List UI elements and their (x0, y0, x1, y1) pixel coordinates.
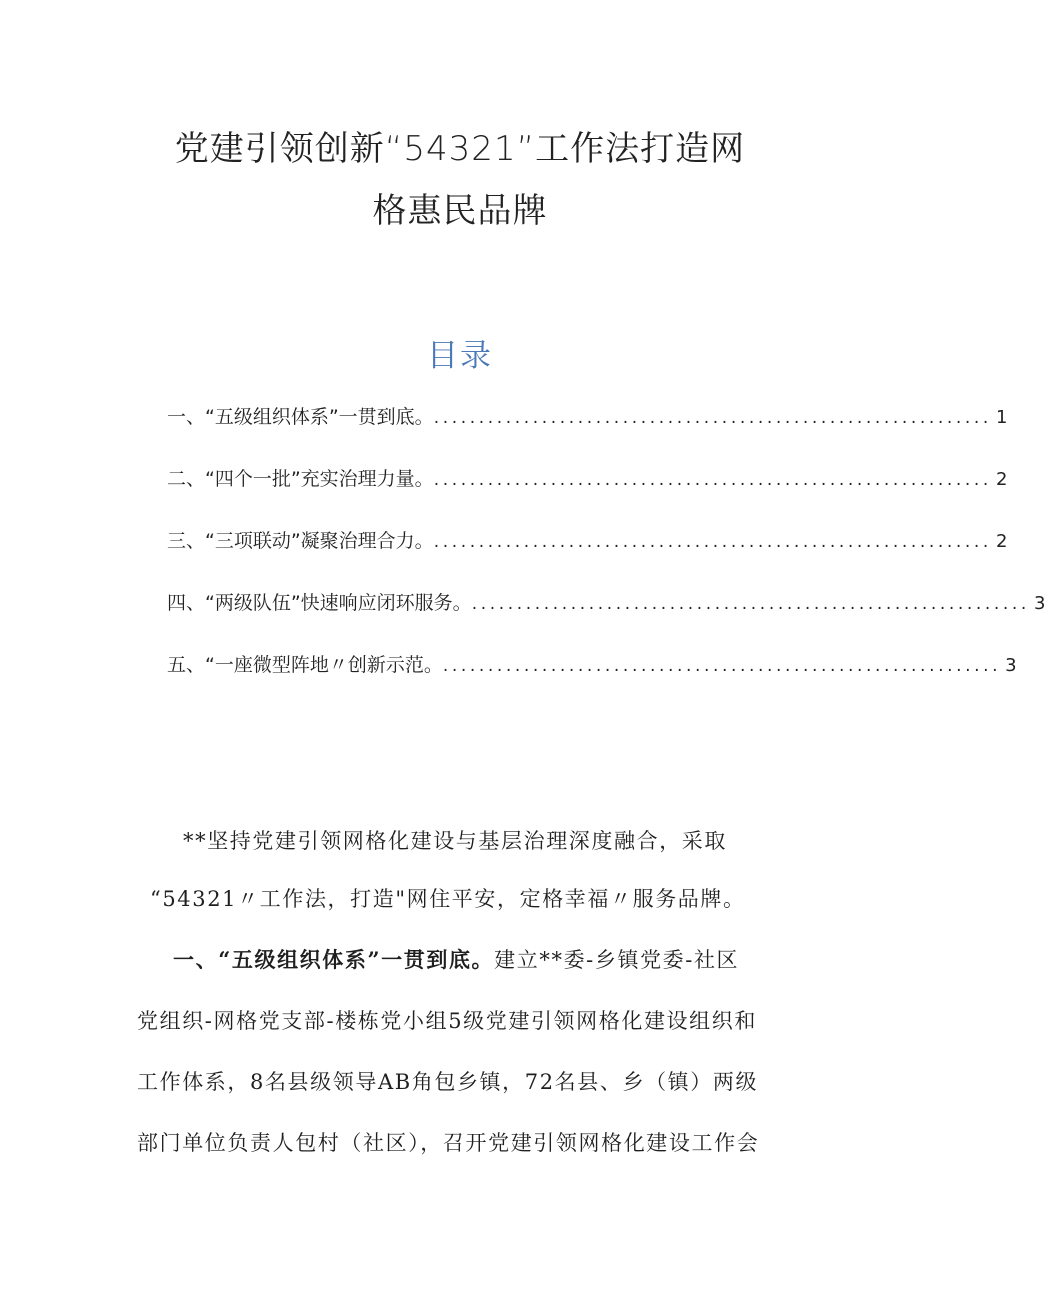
intro-paragraph-line-2: “54321〃工作法，打造"网住平安，定格幸福〃服务品牌。 (150, 887, 746, 911)
toc-entry[interactable] (167, 588, 1045, 618)
toc-page-number: 1 (995, 407, 1008, 428)
intro-paragraph-line-1: **坚持党建引领网格化建设与基层治理深度融合，采取 (183, 829, 727, 853)
toc-entry-text: 一、“五级组织体系”一贯到底。 (167, 406, 434, 428)
toc-entry[interactable] (167, 464, 1008, 494)
document-title-line-1: 党建引领创新“54321”工作法打造网 (174, 129, 746, 169)
toc-page-number: 2 (995, 531, 1008, 552)
toc-entry-text: 五、“一座微型阵地〃创新示范。 (167, 654, 443, 676)
section-1-heading: 一、“五级组织体系”一贯到底。 (173, 947, 495, 972)
toc-entry[interactable] (167, 402, 1008, 432)
toc-entry-text: 四、“两级队伍”快速响应闭环服务。 (167, 592, 472, 614)
toc-entry-text: 三、“三项联动”凝聚治理合力。 (167, 530, 434, 552)
toc-leader-dots: .............................................................. (433, 470, 992, 490)
toc-leader-dots: .............................................................. (433, 532, 992, 552)
section-1-first-line (173, 944, 787, 974)
toc-page-number: 2 (995, 469, 1008, 490)
section-1-line-4: 部门单位负责人包村（社区），召开党建引领网格化建设工作会 (137, 1131, 760, 1155)
toc-leader-dots: .............................................................. (471, 594, 1030, 614)
toc-page-number: 3 (1005, 655, 1017, 676)
toc-entry-text: 二、“四个一批”充实治理力量。 (167, 468, 434, 490)
section-1-line-3: 工作体系，8名县级领导AB角包乡镇，72名县、乡（镇）两级 (137, 1070, 759, 1094)
toc-entry[interactable] (167, 526, 1008, 556)
toc-leader-dots: .............................................................. (442, 656, 1002, 676)
section-1-line-2: 党组织-网格党支部-楼栋党小组5级党建引领网格化建设组织和 (137, 1009, 757, 1033)
section-1-text-start: 建立**委-乡镇党委-社区 (494, 948, 740, 972)
toc-leader-dots: .............................................................. (433, 408, 992, 428)
toc-entry[interactable] (167, 650, 1017, 680)
toc-page-number: 3 (1033, 593, 1045, 614)
document-title-line-2: 格惠民品牌 (372, 191, 548, 231)
toc-heading: 目录 (427, 338, 493, 374)
